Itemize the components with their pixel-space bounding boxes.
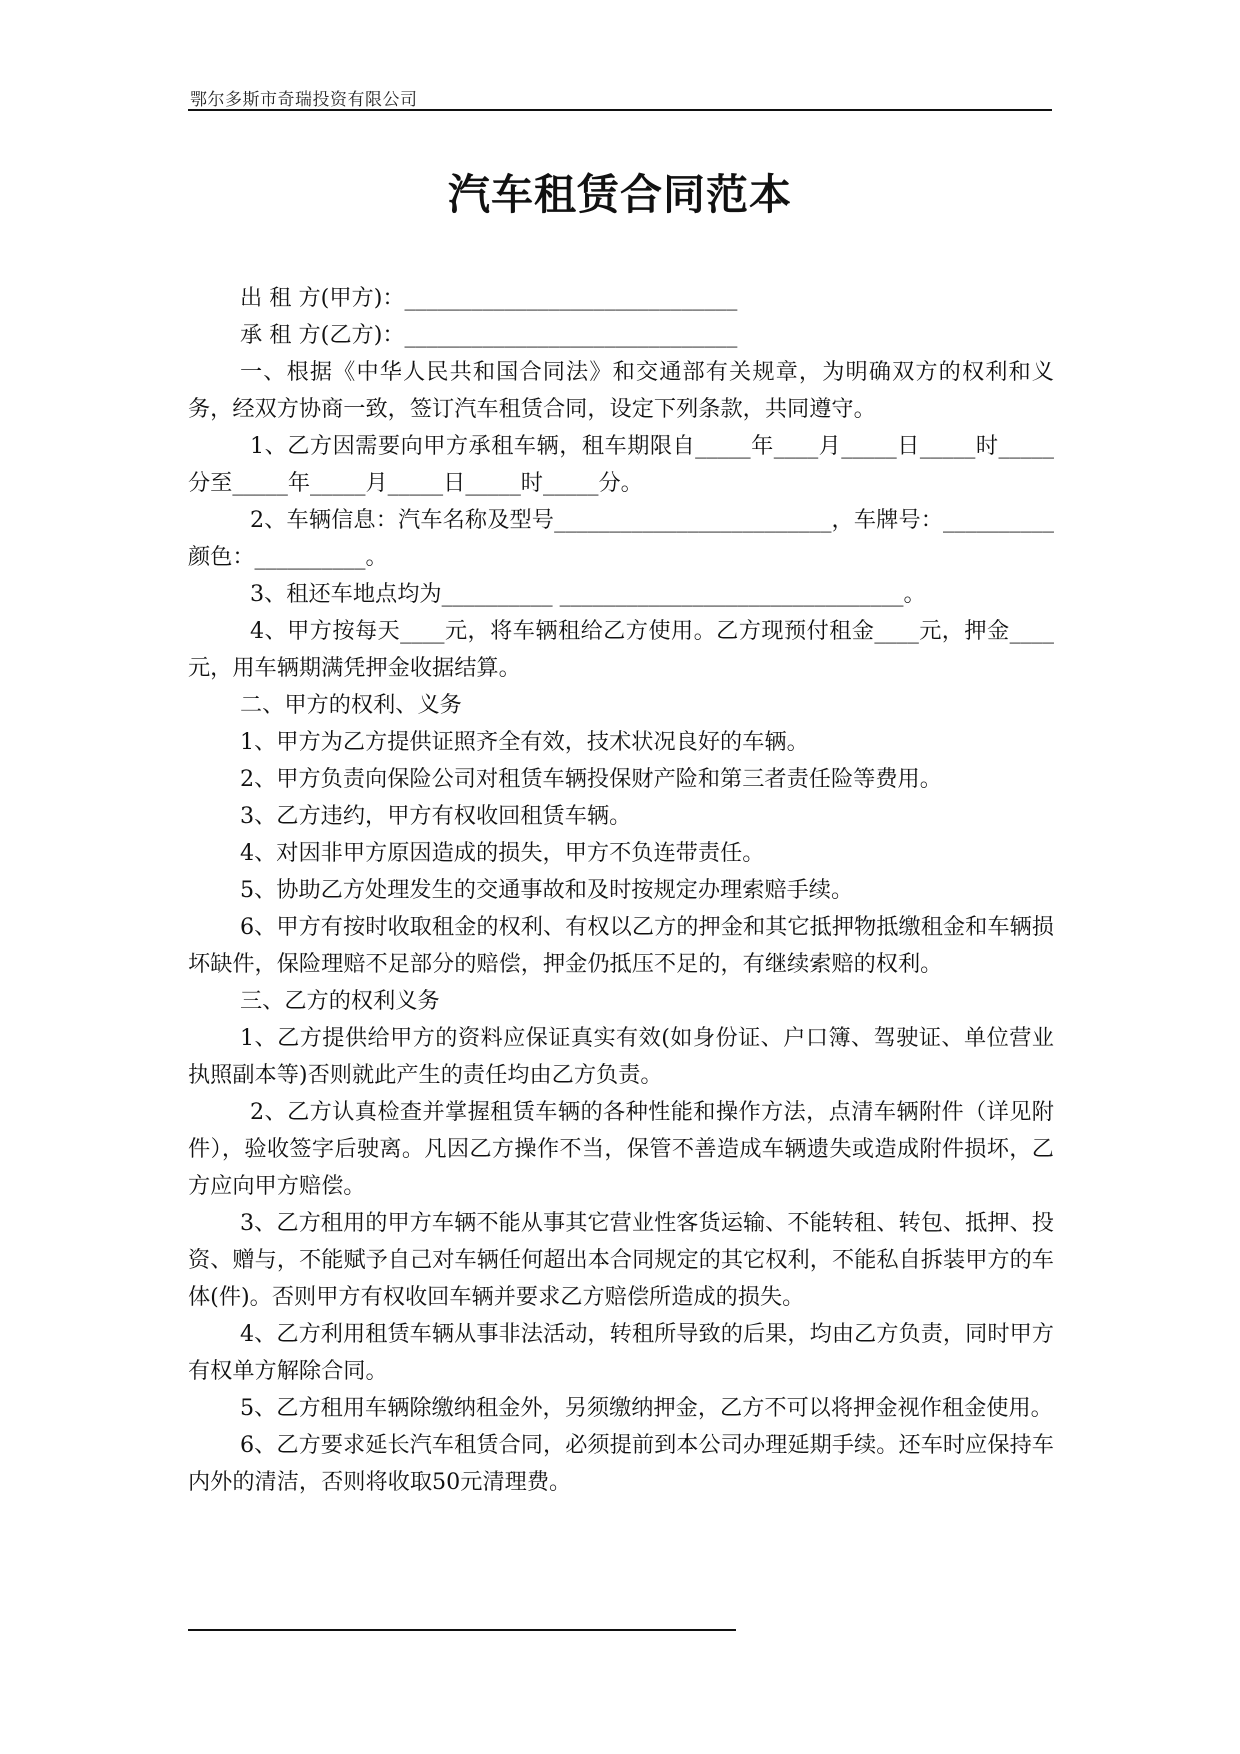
clause-3-6: 6、乙方要求延长汽车租赁合同，必须提前到本公司办理延期手续。还车时应保持车内外的清洁，否则将收取50元清理费。: [188, 1432, 1054, 1495]
clause-3-3: 3、乙方租用的甲方车辆不能从事其它营业性客货运输、不能转租、转包、抵押、投资、赠与，不能赋予自己对车辆任何超出本合同规定的其它权利，不能私自拆装甲方的车体(件)。否则甲方有权收回车辆并要求乙方赔偿所造成的损失。: [188, 1210, 1054, 1310]
section-1-intro: 一、根据《中华人民共和国合同法》和交通部有关规章，为明确双方的权利和义务，经双方协商一致，签订汽车租赁合同，设定下列条款，共同遵守。: [188, 359, 1054, 422]
footer-divider: [188, 1629, 736, 1631]
header-divider: [188, 109, 1052, 111]
section-2-heading: 二、甲方的权利、义务: [240, 692, 462, 718]
clause-1-4: 4、甲方按每天____元，将车辆租给乙方使用。乙方现预付租金____元，押金____元，用车辆期满凭押金收据结算。: [188, 618, 1054, 681]
document-title: 汽车租赁合同范本: [447, 170, 792, 219]
clause-3-1: 1、乙方提供给甲方的资料应保证真实有效(如身份证、户口簿、驾驶证、单位营业执照副本等)否则就此产生的责任均由乙方负责。: [188, 1025, 1054, 1088]
lessee-line: 承 租 方(乙方)：______________________________: [240, 322, 738, 348]
clause-2-3: 3、乙方违约，甲方有权收回租赁车辆。: [240, 803, 632, 829]
contract-body: [188, 280, 1054, 1501]
clause-2-6: 6、甲方有按时收取租金的权利、有权以乙方的押金和其它抵押物抵缴租金和车辆损坏缺件，保险理赔不足部分的赔偿，押金仍抵压不足的，有继续索赔的权利。: [188, 914, 1054, 977]
lessor-line: 出 租 方(甲方)：______________________________: [240, 285, 738, 311]
clause-2-2: 2、甲方负责向保险公司对租赁车辆投保财产险和第三者责任险等费用。: [240, 766, 942, 792]
clause-3-4: 4、乙方利用租赁车辆从事非法活动，转租所导致的后果，均由乙方负责，同时甲方有权单方解除合同。: [188, 1321, 1054, 1384]
clause-3-5: 5、乙方租用车辆除缴纳租金外，另须缴纳押金，乙方不可以将押金视作租金使用。: [240, 1395, 1053, 1421]
company-header: 鄂尔多斯市奇瑞投资有限公司: [190, 90, 418, 110]
clause-1-2: 2、车辆信息：汽车名称及型号_________________________，车牌号：__________颜色：__________。: [188, 507, 1054, 570]
section-3-heading: 三、乙方的权利义务: [240, 988, 440, 1014]
clause-1-1: 1、乙方因需要向甲方承租车辆，租车期限自_____年____月_____日_____时_____分至_____年_____月_____日_____时_____分。: [188, 433, 1054, 496]
clause-2-1: 1、甲方为乙方提供证照齐全有效，技术状况良好的车辆。: [240, 729, 809, 755]
clause-1-3: 3、租还车地点均为__________ _______________________________。: [250, 581, 926, 607]
clause-2-4: 4、对因非甲方原因造成的损失，甲方不负连带责任。: [240, 840, 765, 866]
clause-2-5: 5、协助乙方处理发生的交通事故和及时按规定办理索赔手续。: [240, 877, 854, 903]
clause-3-2: 2、乙方认真检查并掌握租赁车辆的各种性能和操作方法，点清车辆附件（详见附件），验收签字后驶离。凡因乙方操作不当，保管不善造成车辆遗失或造成附件损坏，乙方应向甲方赔偿。: [188, 1099, 1054, 1199]
